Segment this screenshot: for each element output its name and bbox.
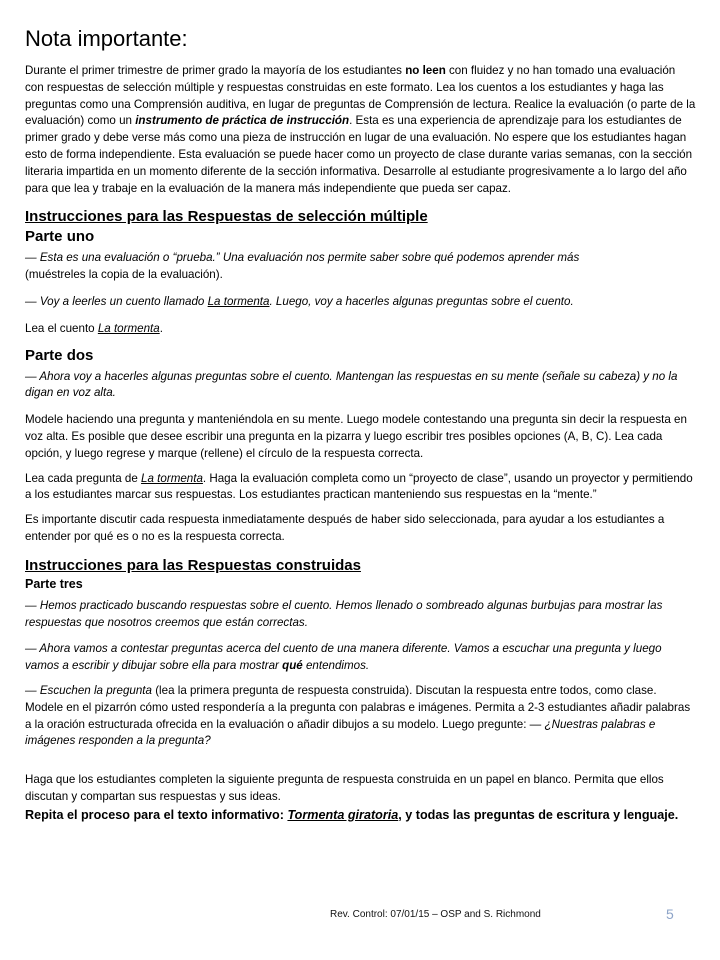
part-two-para-4: Es importante discutir cada respuesta inmediatamente después de haber sido seleccionada, para ayudar a los estudiantes a entender por qué es o no es la respuesta correcta. (25, 513, 665, 543)
p3-period: . (159, 321, 163, 335)
informative-text-title: Tormenta giratoria (287, 807, 399, 822)
part-three-para-2 (25, 641, 697, 675)
cr-p2-italic-a: — Ahora vamos a contestar preguntas acerca del cuento de una manera diferente. Vamos a escuchar una pregunta y luego vamos a escribir y dibujar sobre ella para mostrar (25, 642, 662, 673)
cr-p1-italic: — Hemos practicado buscando respuestas sobre el cuento. Hemos llenado o sombreado algunas burbujas para mostrar las respuestas que nosotros creemos que están correctas. (25, 598, 663, 629)
part-two-para-2: Modele haciendo una pregunta y manteniéndola en su mente. Luego modele contestando una pregunta sin decir la respuesta en voz alta. Es posible que desee escribir una pregunta en la pizarra y luego escribir tres posibles opciones (A, B, C). Lea cada opción, y luego regrese y marque (rellene) el círculo de la respuesta correcta. (25, 413, 687, 460)
p4-italic: — Ahora voy a hacerles algunas preguntas sobre el cuento. Mantengan las respuestas en su mente (señale su cabeza) y no la digan en voz alta. (25, 369, 678, 400)
part-one-para-1 (25, 250, 697, 284)
cr-section-heading: Instrucciones para las Respuestas construidas (25, 556, 361, 574)
intro-bold-no-leen: no leen (405, 64, 446, 77)
intro-text-2: con fluidez y no han tomado una evaluación con respuestas de selección múltiple y respuestas construidas en este formato. Lea los cuentos a los estudiantes y haga las preguntas como una Comprensión auditiva, en lugar de preguntas de Comprensión de lectura. Realice la evaluación (o parte de la evaluación) como un (25, 64, 696, 128)
intro-text-1: Durante el primer trimestre de primer grado la mayoría de los estudiantes (25, 64, 406, 77)
cr-p2-bold-que: qué (282, 659, 303, 673)
part-three-para-3 (25, 683, 697, 750)
intro-bold-italic: instrumento de práctica de instrucción (135, 114, 350, 128)
p6-text-b: . Haga la evaluación completa como un “proyecto de clase”, usando un proyector y permitiendo a los estudiantes marcar sus respuestas. Los estudiantes practican manteniendo sus respuestas en la “mente.” (25, 471, 693, 502)
p1-italic: — Esta es una evaluación o “prueba.” Una evaluación nos permite saber sobre qué podemos aprender más (25, 251, 580, 265)
part-one-heading: Parte uno (25, 228, 95, 246)
part-two-heading: Parte dos (25, 346, 94, 364)
page-title: Nota importante: (25, 26, 188, 51)
intro-paragraph (25, 63, 697, 197)
story-title: La tormenta (141, 471, 203, 485)
final-text-b: , y todas las preguntas de escritura y lenguaje. (398, 807, 679, 822)
part-three-para-4: Haga que los estudiantes completen la siguiente pregunta de respuesta construida en un papel en blanco. Permita que ellos discutan y compartan sus respuestas y sus ideas. (25, 773, 664, 803)
final-text-a: Repita el proceso para el texto informativo: (25, 807, 288, 822)
part-one-para-2 (25, 294, 697, 311)
cr-p3-italic-a: — Escuchen la pregunta (25, 683, 152, 697)
part-one-para-3 (25, 321, 697, 338)
final-instruction (25, 806, 697, 824)
p3-text: Lea el cuento (25, 321, 98, 335)
p6-text-a: Lea cada pregunta de (25, 471, 142, 485)
part-three-para-1 (25, 598, 697, 632)
story-title: La tormenta (97, 321, 160, 335)
cr-p3-text: (lea la primera pregunta de respuesta construida). Discutan la respuesta entre todos, como clase. Modele en el pizarrón cómo usted respondería a la pregunta con palabras e imágenes. Permita a 2-3 estudiantes añadir palabras a la oración estructurada ofrecida en la evaluación o añadir dibujos a su modelo. Luego pregunte: — (25, 683, 691, 731)
document-page (25, 25, 697, 824)
p2-italic-a: — Voy a leerles un cuento llamado (25, 294, 208, 308)
part-three-heading: Parte tres (25, 576, 83, 591)
part-two-para-1 (25, 369, 697, 403)
p1-tail: (muéstreles la copia de la evaluación). (25, 268, 223, 282)
part-two-para-3 (25, 471, 697, 505)
intro-text-3: . Esta es una experiencia de aprendizaje para los estudiantes de primer grado y debe verse más como una pieza de instrucción en lugar de una evaluación. No espere que los estudiantes hagan esto de forma independiente. Esta evaluación se puede hacer como un proyecto de clase durante varias semanas, con la sección literaria impartida en un momento diferente de la sección informativa. Desarrolle al estudiante progresivamente a lo largo del año para que lea y trabaje en la evaluación de la manera más independiente que pueda ser capaz. (25, 114, 693, 195)
mc-section-heading: Instrucciones para las Respuestas de selección múltiple (25, 208, 428, 226)
footer-revision: Rev. Control: 07/01/15 – OSP and S. Richmond (330, 909, 541, 920)
cr-p2-italic-c: entendimos. (302, 659, 370, 673)
p2-italic-b: . Luego, voy a hacerles algunas preguntas sobre el cuento. (269, 294, 574, 308)
story-title: La tormenta (207, 294, 270, 308)
cr-p3-italic-question: ¿Nuestras palabras e imágenes responden a la pregunta? (25, 717, 656, 748)
page-number: 5 (666, 906, 674, 922)
